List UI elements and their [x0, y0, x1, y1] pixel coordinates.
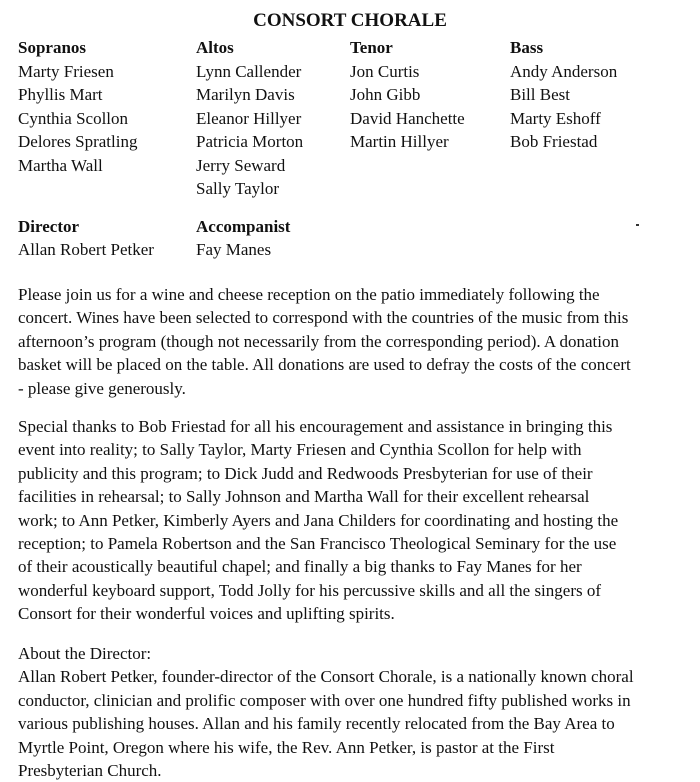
- about-director-paragraph: [18, 642, 690, 782]
- reception-paragraph: [18, 283, 690, 400]
- paragraph-line: - please give generously.: [18, 378, 186, 398]
- singer-name: Lynn Callender: [196, 61, 302, 81]
- section-heading: Tenor: [350, 38, 393, 57]
- paragraph-line: Presbyterian Church.: [18, 761, 162, 781]
- paragraph-line: concert. Wines have been selected to correspond with the countries of the music from this: [18, 308, 629, 328]
- singer-name: Marty Eshoff: [510, 108, 601, 128]
- singer-name: Jon Curtis: [350, 61, 420, 81]
- accompanist-block: [196, 215, 290, 261]
- director-block: [18, 215, 154, 261]
- paragraph-line: event into reality; to Sally Taylor, Marty Friesen and Cynthia Scollon for help with: [18, 440, 582, 460]
- singer-name: Martha Wall: [18, 155, 103, 175]
- singer-name: John Gibb: [350, 85, 421, 104]
- singer-name: Delores Spratling: [18, 132, 138, 151]
- section-sopranos: [18, 36, 137, 177]
- accompanist-heading: Accompanist: [196, 217, 291, 236]
- paragraph-line: work; to Ann Petker, Kimberly Ayers and Jana Childers for coordinating and hosting the: [18, 510, 619, 530]
- paragraph-line: conductor, clinician and prolific composer with over one hundred fifty published works in: [18, 690, 631, 710]
- director-heading: Director: [18, 217, 80, 236]
- paragraph-line: various publishing houses. Allan and his family recently relocated from the Bay Area to: [18, 714, 615, 734]
- director-name: Allan Robert Petker: [18, 240, 154, 259]
- section-heading: Altos: [196, 38, 234, 57]
- section-heading: Sopranos: [18, 38, 87, 57]
- singer-name: Patricia Morton: [196, 132, 304, 151]
- section-altos: [196, 36, 303, 201]
- section-bass: [510, 36, 617, 154]
- singer-name: David Hanchette: [350, 108, 465, 128]
- singer-name: Cynthia Scollon: [18, 108, 129, 128]
- paragraph-line: Myrtle Point, Oregon where his wife, the Rev. Ann Petker, is pastor at the First: [18, 737, 555, 757]
- paragraph-line: reception; to Pamela Robertson and the San Francisco Theological Seminary for the use: [18, 534, 617, 554]
- singer-name: Jerry Seward: [196, 155, 286, 175]
- paragraph-line: afternoon’s program (though not necessarily from the corresponding period). A donation: [18, 331, 619, 351]
- paragraph-line: basket will be placed on the table. All donations are used to defray the costs of the concert: [18, 355, 631, 375]
- singer-name: Sally Taylor: [196, 179, 280, 198]
- singer-name: Eleanor Hillyer: [196, 108, 302, 128]
- singer-name: Bill Best: [510, 85, 570, 104]
- singer-name: Martin Hillyer: [350, 132, 449, 151]
- paragraph-line: Allan Robert Petker, founder-director of the Consort Chorale, is a nationally known choral: [18, 667, 634, 687]
- paragraph-line: Special thanks to Bob Friestad for all his encouragement and assistance in bringing this: [18, 417, 613, 436]
- print-speck: [636, 224, 639, 226]
- paragraph-line: wonderful keyboard support, Todd Jolly for his percussive skills and all the singers of: [18, 580, 602, 600]
- about-heading: About the Director:: [18, 644, 152, 663]
- paragraph-line: Please join us for a wine and cheese reception on the patio immediately following the: [18, 285, 600, 304]
- singer-name: Marty Friesen: [18, 61, 114, 81]
- paragraph-line: publicity and this program; to Dick Judd and Redwoods Presbyterian for use of their: [18, 463, 593, 483]
- paragraph-line: of their acoustically beautiful chapel; and finally a big thanks to Fay Manes for her: [18, 557, 582, 577]
- page-title: CONSORT CHORALE: [253, 10, 447, 31]
- paragraph-line: Consort for their wonderful voices and uplifting spirits.: [18, 604, 395, 624]
- section-tenor: [350, 36, 465, 154]
- singer-name: Phyllis Mart: [18, 85, 103, 104]
- accompanist-name: Fay Manes: [196, 240, 272, 259]
- paragraph-line: facilities in rehearsal; to Sally Johnson and Martha Wall for their excellent rehearsal: [18, 487, 590, 507]
- singer-name: Bob Friestad: [510, 132, 598, 151]
- section-heading: Bass: [510, 38, 544, 57]
- thanks-paragraph: [18, 415, 690, 626]
- singer-name: Marilyn Davis: [196, 85, 295, 104]
- singer-name: Andy Anderson: [510, 61, 618, 81]
